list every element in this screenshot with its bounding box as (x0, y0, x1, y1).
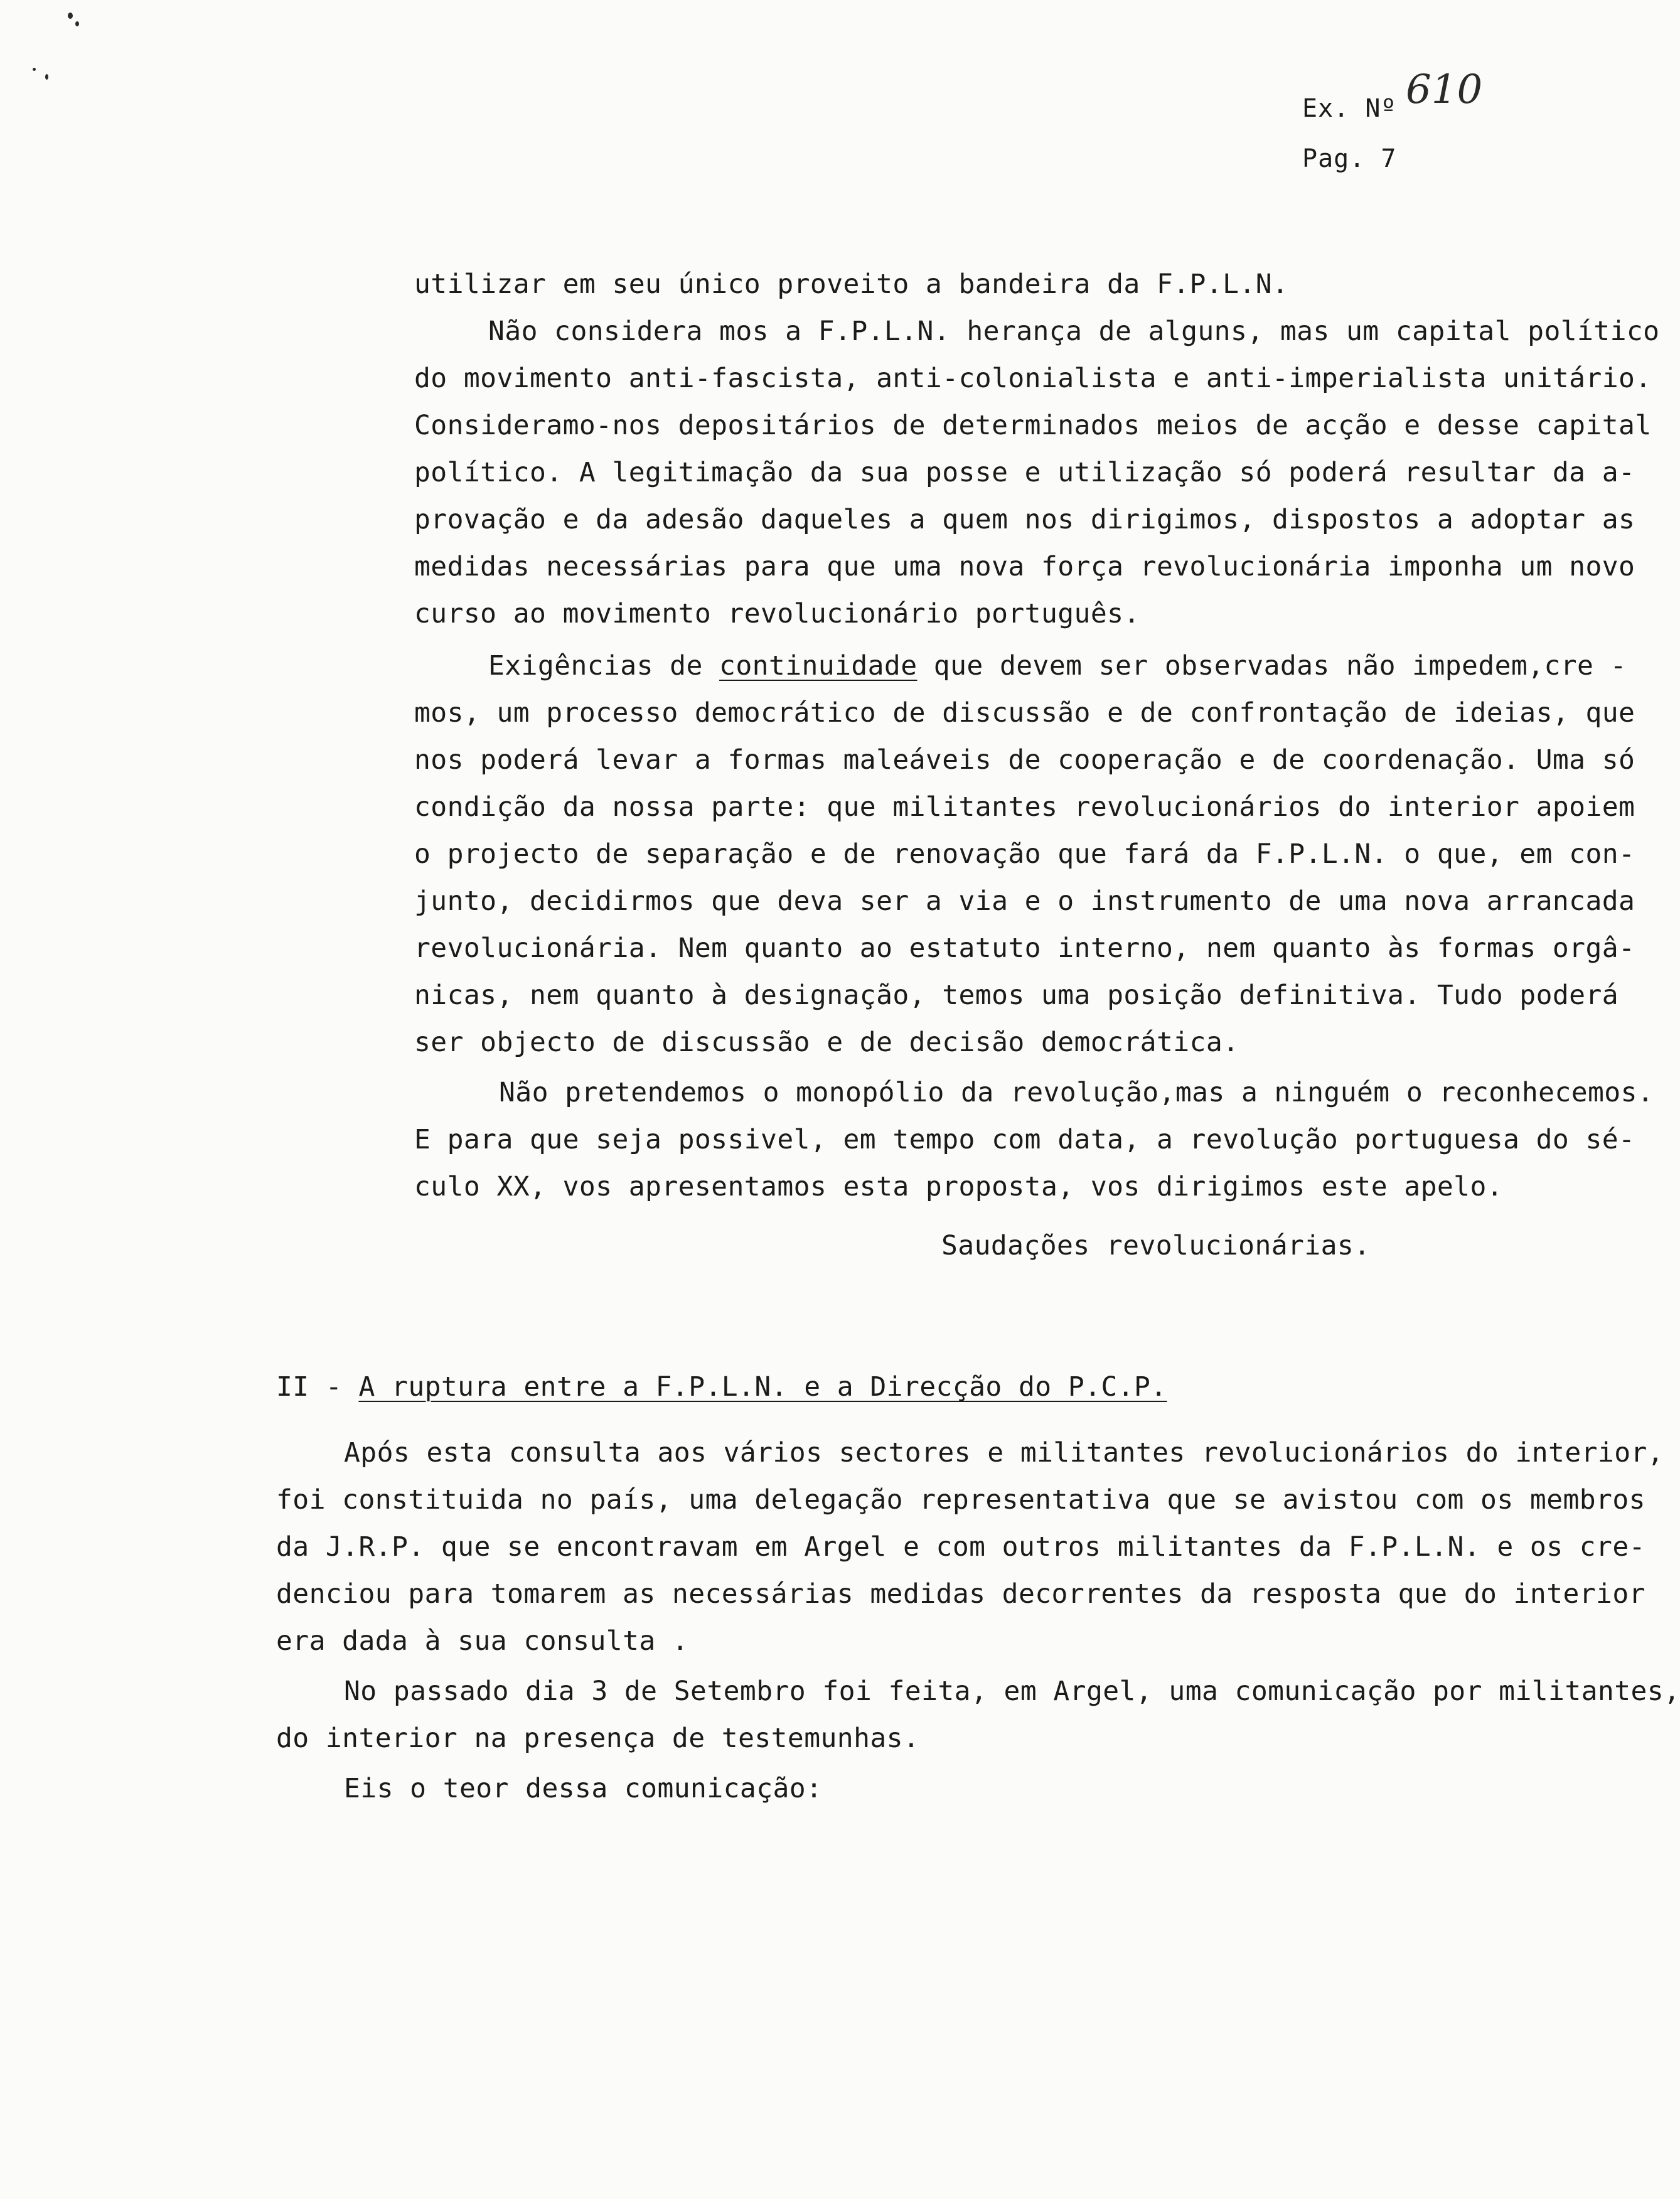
scan-speck (75, 21, 79, 26)
paragraph-line: foi constituida no país, uma delegação representativa que se avistou com os membros (276, 1484, 1645, 1516)
scan-speck (45, 74, 48, 80)
paragraph-line: o projecto de separação e de renovação que fará da F.P.L.N. o que, em con- (414, 838, 1635, 870)
paragraph-line: Não considera mos a F.P.L.N. herança de alguns, mas um capital político (488, 316, 1660, 347)
exemplar-label: Ex. Nº (1302, 94, 1397, 123)
section-number: II - (276, 1371, 359, 1403)
text-run: que devem ser observadas não impedem,cre - (917, 650, 1627, 682)
paragraph-line: político. A legitimação da sua posse e utilização só poderá resultar da a- (414, 457, 1635, 488)
paragraph-line: da J.R.P. que se encontravam em Argel e com outros militantes da F.P.L.N. e os cre- (276, 1531, 1645, 1563)
exemplar-number: 610 (1406, 67, 1483, 113)
closing-salutation: Saudações revolucionárias. (941, 1230, 1371, 1261)
text-run: Exigências de (488, 650, 720, 682)
section-title: A ruptura entre a F.P.L.N. e a Direcção do P.C.P. (358, 1371, 1167, 1403)
paragraph-line: nos poderá levar a formas maleáveis de cooperação e de coordenação. Uma só (414, 744, 1635, 776)
page-number: Pag. 7 (1302, 144, 1397, 173)
paragraph-line: junto, decidirmos que deva ser a via e o instrumento de uma nova arrancada (414, 885, 1635, 917)
paragraph-line: utilizar em seu único proveito a bandeira da F.P.L.N. (414, 269, 1289, 300)
paragraph-line: revolucionária. Nem quanto ao estatuto interno, nem quanto às formas orgâ- (414, 933, 1635, 964)
scan-speck (33, 68, 36, 71)
underlined-word: continuidade (719, 650, 918, 682)
paragraph-line: condição da nossa parte: que militantes revolucionários do interior apoiem (414, 791, 1635, 823)
paragraph-line: culo XX, vos apresentamos esta proposta, vos dirigimos este apelo. (414, 1171, 1504, 1202)
scan-speck (68, 13, 73, 19)
paragraph-line: medidas necessárias para que uma nova força revolucionária imponha um novo (414, 551, 1635, 582)
paragraph-line: Eis o teor dessa comunicação: (344, 1773, 823, 1804)
paragraph-line: do movimento anti-fascista, anti-colonialista e anti-imperialista unitário. (414, 363, 1652, 394)
paragraph-line: nicas, nem quanto à designação, temos uma posição definitiva. Tudo poderá (414, 980, 1619, 1011)
section-heading (276, 1371, 1167, 1403)
paragraph-line: era dada à sua consulta . (276, 1625, 689, 1657)
paragraph-line: Consideramo-nos depositários de determinados meios de acção e desse capital (414, 410, 1652, 441)
paragraph-line: Não pretendemos o monopólio da revolução,mas a ninguém o reconhecemos. (499, 1077, 1654, 1108)
paragraph-line: curso ao movimento revolucionário português. (414, 598, 1140, 629)
paragraph-line: do interior na presença de testemunhas. (276, 1723, 920, 1754)
paragraph-line: mos, um processo democrático de discussão e de confrontação de ideias, que (414, 697, 1635, 729)
paragraph-line: E para que seja possivel, em tempo com data, a revolução portuguesa do sé- (414, 1124, 1635, 1155)
paragraph-line: ser objecto de discussão e de decisão democrática. (414, 1027, 1239, 1058)
paragraph-line (488, 650, 1627, 682)
paragraph-line: Após esta consulta aos vários sectores e militantes revolucionários do interior, (344, 1437, 1664, 1469)
paragraph-line: provação e da adesão daqueles a quem nos dirigimos, dispostos a adoptar as (414, 504, 1635, 535)
paragraph-line: denciou para tomarem as necessárias medidas decorrentes da resposta que do interior (276, 1578, 1645, 1610)
paragraph-line: No passado dia 3 de Setembro foi feita, em Argel, uma comunicação por militantes, (344, 1676, 1680, 1707)
